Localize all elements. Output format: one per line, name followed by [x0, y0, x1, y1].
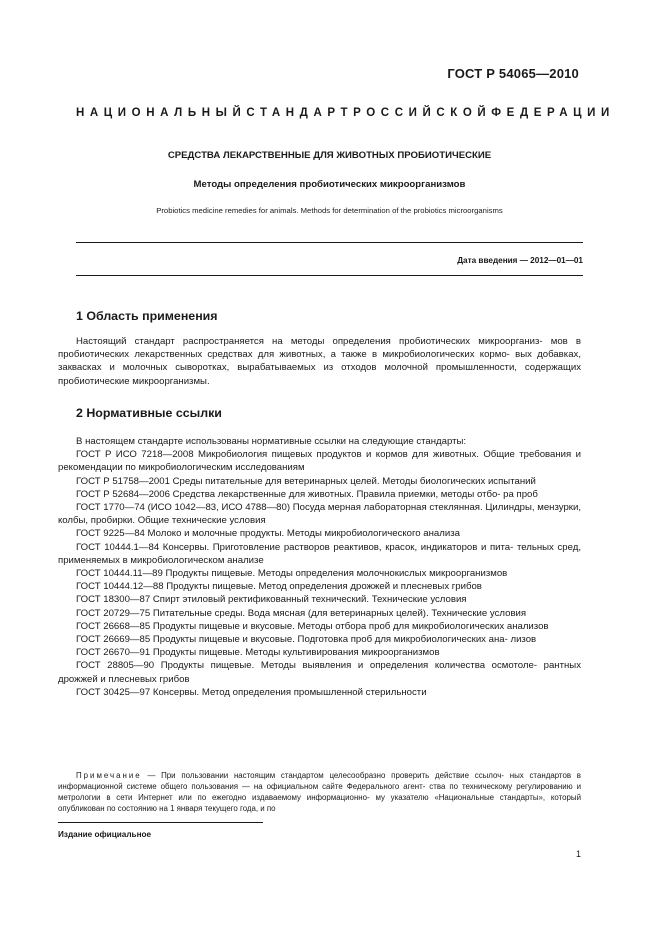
note-paragraph	[58, 770, 581, 814]
banner-word: СТАНДАРТ	[246, 107, 354, 119]
reference-item: ГОСТ 26668—85 Продукты пищевые и вкусовые. Методы отбора проб для микробиологических анализов	[76, 620, 549, 632]
reference-item: ГОСТ 1770—74 (ИСО 1042—83, ИСО 4788—80) Посуда мерная лабораторная стеклянная. Цилиндры, мензурки, колбы, пробирки. Общие технические условия	[58, 502, 581, 527]
english-title: Probiotics medicine remedies for animals. Methods for determination of the probiotics microorganisms	[156, 206, 503, 215]
section-2-heading: 2 Нормативные ссылки	[76, 406, 222, 420]
title-divider	[76, 242, 583, 243]
banner-word: НАЦИОНАЛЬНЫЙ	[76, 107, 247, 119]
reference-item: ГОСТ 28805—90 Продукты пищевые. Методы выявления и определения количества осмотоле- рантных дрожжей и плесневых грибов	[58, 660, 581, 685]
document-title: СРЕДСТВА ЛЕКАРСТВЕННЫЕ ДЛЯ ЖИВОТНЫХ ПРОБИОТИЧЕСКИЕ	[167, 150, 492, 161]
footer-divider	[58, 822, 263, 823]
note-text: — При пользовании настоящим стандартом целесообразно проверить действие ссылоч- ных стандартов в информационной системе общего пользования — на официальном сайте Федерального агент- ства по техническому регулированию и метрологии в сети Интернет или по ежегодно издаваемому информационно- му указателю «Национальные стандарты», который опубликован по состоянию на 1 января текущего года, и по	[58, 771, 581, 813]
reference-item: ГОСТ 26670—91 Продукты пищевые. Методы культивирования микроорганизмов	[76, 647, 440, 659]
national-standard-banner	[76, 107, 615, 119]
date-divider	[76, 275, 583, 276]
banner-word: ФЕДЕРАЦИИ	[491, 107, 615, 119]
reference-item: ГОСТ 10444.12—88 Продукты пищевые. Метод определения дрожжей и плесневых грибов	[76, 581, 482, 593]
note-label: Примечание	[76, 771, 142, 780]
standard-number: ГОСТ Р 54065—2010	[447, 66, 579, 81]
reference-item: ГОСТ 26669—85 Продукты пищевые и вкусовые. Подготовка проб для микробиологических ана- лизов	[76, 634, 537, 646]
section-1-heading: 1 Область применения	[76, 309, 218, 323]
reference-item: ГОСТ Р 52684—2006 Средства лекарственные для животных. Правила приемки, методы отбо- ра проб	[76, 488, 538, 500]
official-edition-label: Издание официальное	[58, 830, 152, 839]
reference-item: ГОСТ 10444.11—89 Продукты пищевые. Методы определения молочнокислых микроорганизмов	[76, 568, 508, 580]
normative-references-list	[58, 435, 581, 699]
reference-item: ГОСТ 9225—84 Молоко и молочные продукты. Методы микробиологического анализа	[76, 528, 460, 540]
section-1-text: Настоящий стандарт распространяется на методы определения пробиотических микроорганиз- мов в пробиотических лекарственных средствах для животных, а также в микробиологических кормо- вых добавках, заквасках и молочных сыворотках, вырабатываемых из отходов молочной промышленности, содержащих пробиотические микроорганизмы.	[58, 336, 581, 387]
banner-word: РОССИЙСКОЙ	[353, 107, 492, 119]
references-intro: В настоящем стандарте использованы нормативные ссылки на следующие стандарты:	[76, 436, 467, 447]
reference-item: ГОСТ 18300—87 Спирт этиловый ректификованный технический. Технические условия	[76, 594, 467, 606]
reference-item: ГОСТ 30425—97 Консервы. Метод определения промышленной стерильности	[76, 686, 427, 698]
reference-item: ГОСТ Р 51758—2001 Среды питательные для ветеринарных целей. Методы биологических испытаний	[76, 475, 536, 487]
reference-item: ГОСТ 10444.1—84 Консервы. Приготовление растворов реактивов, красок, индикаторов и пита- тельных сред, применяемых в микробиологическом анализе	[58, 541, 581, 566]
reference-item: ГОСТ Р ИСО 7218—2008 Микробиология пищевых продуктов и кормов для животных. Общие требования и рекомендации по микробиологическим исследованиям	[58, 449, 581, 474]
document-subtitle: Методы определения пробиотических микроорганизмов	[193, 179, 466, 190]
page-number: 1	[575, 849, 581, 859]
introduction-date: Дата введения — 2012—01—01	[457, 256, 583, 265]
reference-item: ГОСТ 20729—75 Питательные среды. Вода мясная (для ветеринарных целей). Технические условия	[76, 607, 527, 619]
